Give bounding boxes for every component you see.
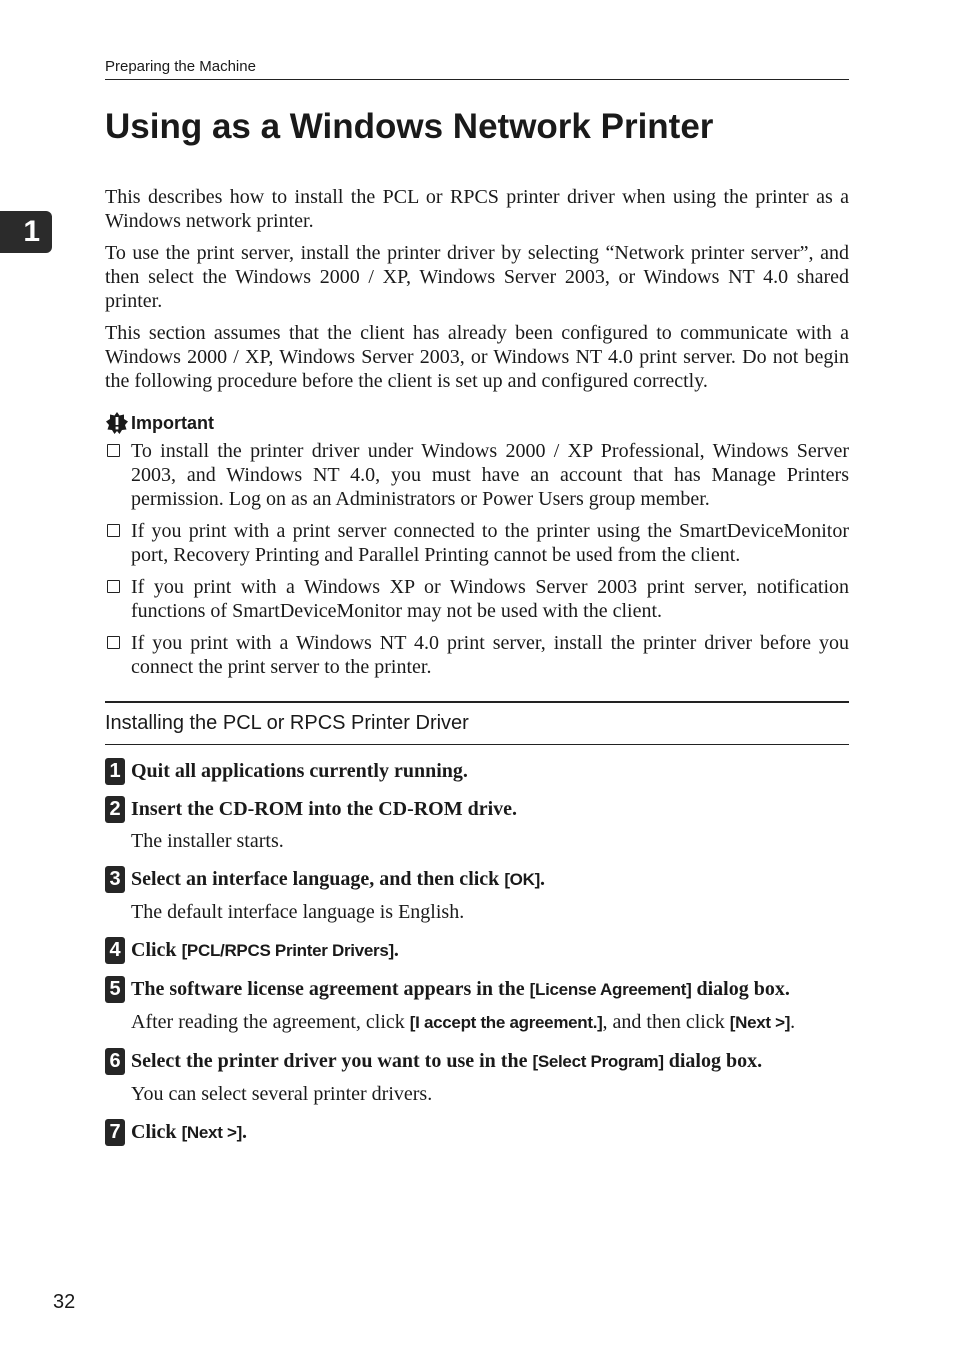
step-4 bbox=[105, 938, 849, 963]
ui-label-next: [Next >] bbox=[181, 1123, 242, 1142]
step-text: Click bbox=[131, 1121, 182, 1143]
step-instruction bbox=[131, 938, 849, 963]
important-note-text: If you print with a Windows NT 4.0 print server, install the printer driver before you connect the print server to the printer. bbox=[131, 632, 849, 678]
step-3 bbox=[105, 867, 849, 924]
step-number: 7 bbox=[105, 1119, 125, 1146]
important-note-text: To install the printer driver under Windows 2000 / XP Professional, Windows Server 2003, and Windows NT 4.0, you must have an account that has Manage Printers permission. Log on as an Administrators or Power Users group member. bbox=[131, 440, 849, 510]
section-heading: Installing the PCL or RPCS Printer Driver bbox=[105, 701, 849, 745]
step-text: . bbox=[393, 939, 399, 961]
step-2 bbox=[105, 797, 849, 853]
step-number: 1 bbox=[105, 758, 125, 785]
step-instruction bbox=[131, 1120, 849, 1145]
important-note bbox=[105, 575, 849, 623]
step-number: 2 bbox=[105, 796, 125, 823]
page-number: 32 bbox=[53, 1291, 76, 1313]
ui-label-select-program: [Select Program] bbox=[532, 1052, 664, 1071]
step-5 bbox=[105, 977, 849, 1035]
step-detail-text: . bbox=[790, 1011, 796, 1033]
step-detail: The default interface language is English. bbox=[131, 901, 465, 923]
step-7 bbox=[105, 1120, 849, 1145]
step-text: Select an interface language, and then click bbox=[131, 868, 505, 890]
step-text: dialog box. bbox=[663, 1050, 763, 1072]
step-instruction: Quit all applications currently running. bbox=[131, 760, 468, 782]
step-text: dialog box. bbox=[691, 978, 790, 1000]
step-detail bbox=[131, 1010, 849, 1035]
running-header bbox=[105, 57, 849, 80]
print-server-paragraph: To use the print server, install the printer driver by selecting “Network printer server”, and then select the Windows 2000 / XP, Windows Server 2003, or Windows NT 4.0 shared printer. bbox=[105, 242, 849, 312]
ui-label-ok: [OK] bbox=[504, 870, 540, 889]
ui-label-next: [Next >] bbox=[729, 1013, 791, 1032]
intro-paragraph: This describes how to install the PCL or RPCS printer driver when using the printer as a Windows network printer. bbox=[105, 186, 849, 232]
checkbox-bullet-icon bbox=[105, 439, 131, 463]
important-note-text: If you print with a Windows XP or Windows Server 2003 print server, notification functions of SmartDeviceMonitor may not be used with the client. bbox=[131, 576, 849, 622]
step-text: Click bbox=[131, 939, 182, 961]
step-6 bbox=[105, 1049, 849, 1106]
step-detail-text: After reading the agreement, click bbox=[131, 1011, 410, 1033]
page-content bbox=[105, 185, 849, 1145]
step-instruction bbox=[131, 867, 849, 892]
step-detail: The installer starts. bbox=[131, 830, 284, 852]
step-detail-text: , and then click bbox=[602, 1011, 730, 1033]
important-note bbox=[105, 631, 849, 679]
important-heading bbox=[105, 411, 849, 435]
page-title: Using as a Windows Network Printer bbox=[105, 107, 714, 146]
step-detail: You can select several printer drivers. bbox=[131, 1083, 433, 1105]
step-number: 3 bbox=[105, 866, 125, 893]
step-instruction: Insert the CD-ROM into the CD-ROM drive. bbox=[131, 798, 518, 820]
checkbox-bullet-icon bbox=[105, 575, 131, 599]
important-icon bbox=[105, 411, 129, 435]
step-instruction bbox=[131, 977, 849, 1002]
ui-label-printer-drivers: [PCL/RPCS Printer Drivers] bbox=[181, 941, 394, 960]
step-text: . bbox=[539, 868, 545, 890]
step-1 bbox=[105, 759, 849, 783]
step-instruction bbox=[131, 1049, 849, 1074]
ui-label-license-agreement: [License Agreement] bbox=[529, 980, 692, 999]
important-note bbox=[105, 519, 849, 567]
checkbox-bullet-icon bbox=[105, 631, 131, 655]
step-number: 5 bbox=[105, 976, 125, 1003]
important-note bbox=[105, 439, 849, 511]
running-header-title: Preparing the Machine bbox=[105, 58, 256, 75]
step-text: Select the printer driver you want to use in the bbox=[131, 1050, 533, 1072]
chapter-tab: 1 bbox=[0, 211, 52, 253]
important-note-text: If you print with a print server connected to the printer using the SmartDeviceMonitor port, Recovery Printing and Parallel Printing cannot be used from the client. bbox=[131, 520, 849, 566]
important-label: Important bbox=[131, 413, 214, 433]
step-text: . bbox=[241, 1121, 247, 1143]
ui-label-accept: [I accept the agreement.] bbox=[409, 1013, 603, 1032]
checkbox-bullet-icon bbox=[105, 519, 131, 543]
step-number: 4 bbox=[105, 937, 125, 964]
assumption-paragraph: This section assumes that the client has already been configured to communicate with a Windows 2000 / XP, Windows Server 2003, or Windows NT 4.0 print server. Do not begin the following procedure before the client is set up and configured correctly. bbox=[105, 322, 849, 392]
step-number: 6 bbox=[105, 1048, 125, 1075]
step-text: The software license agreement appears in the bbox=[131, 978, 530, 1000]
